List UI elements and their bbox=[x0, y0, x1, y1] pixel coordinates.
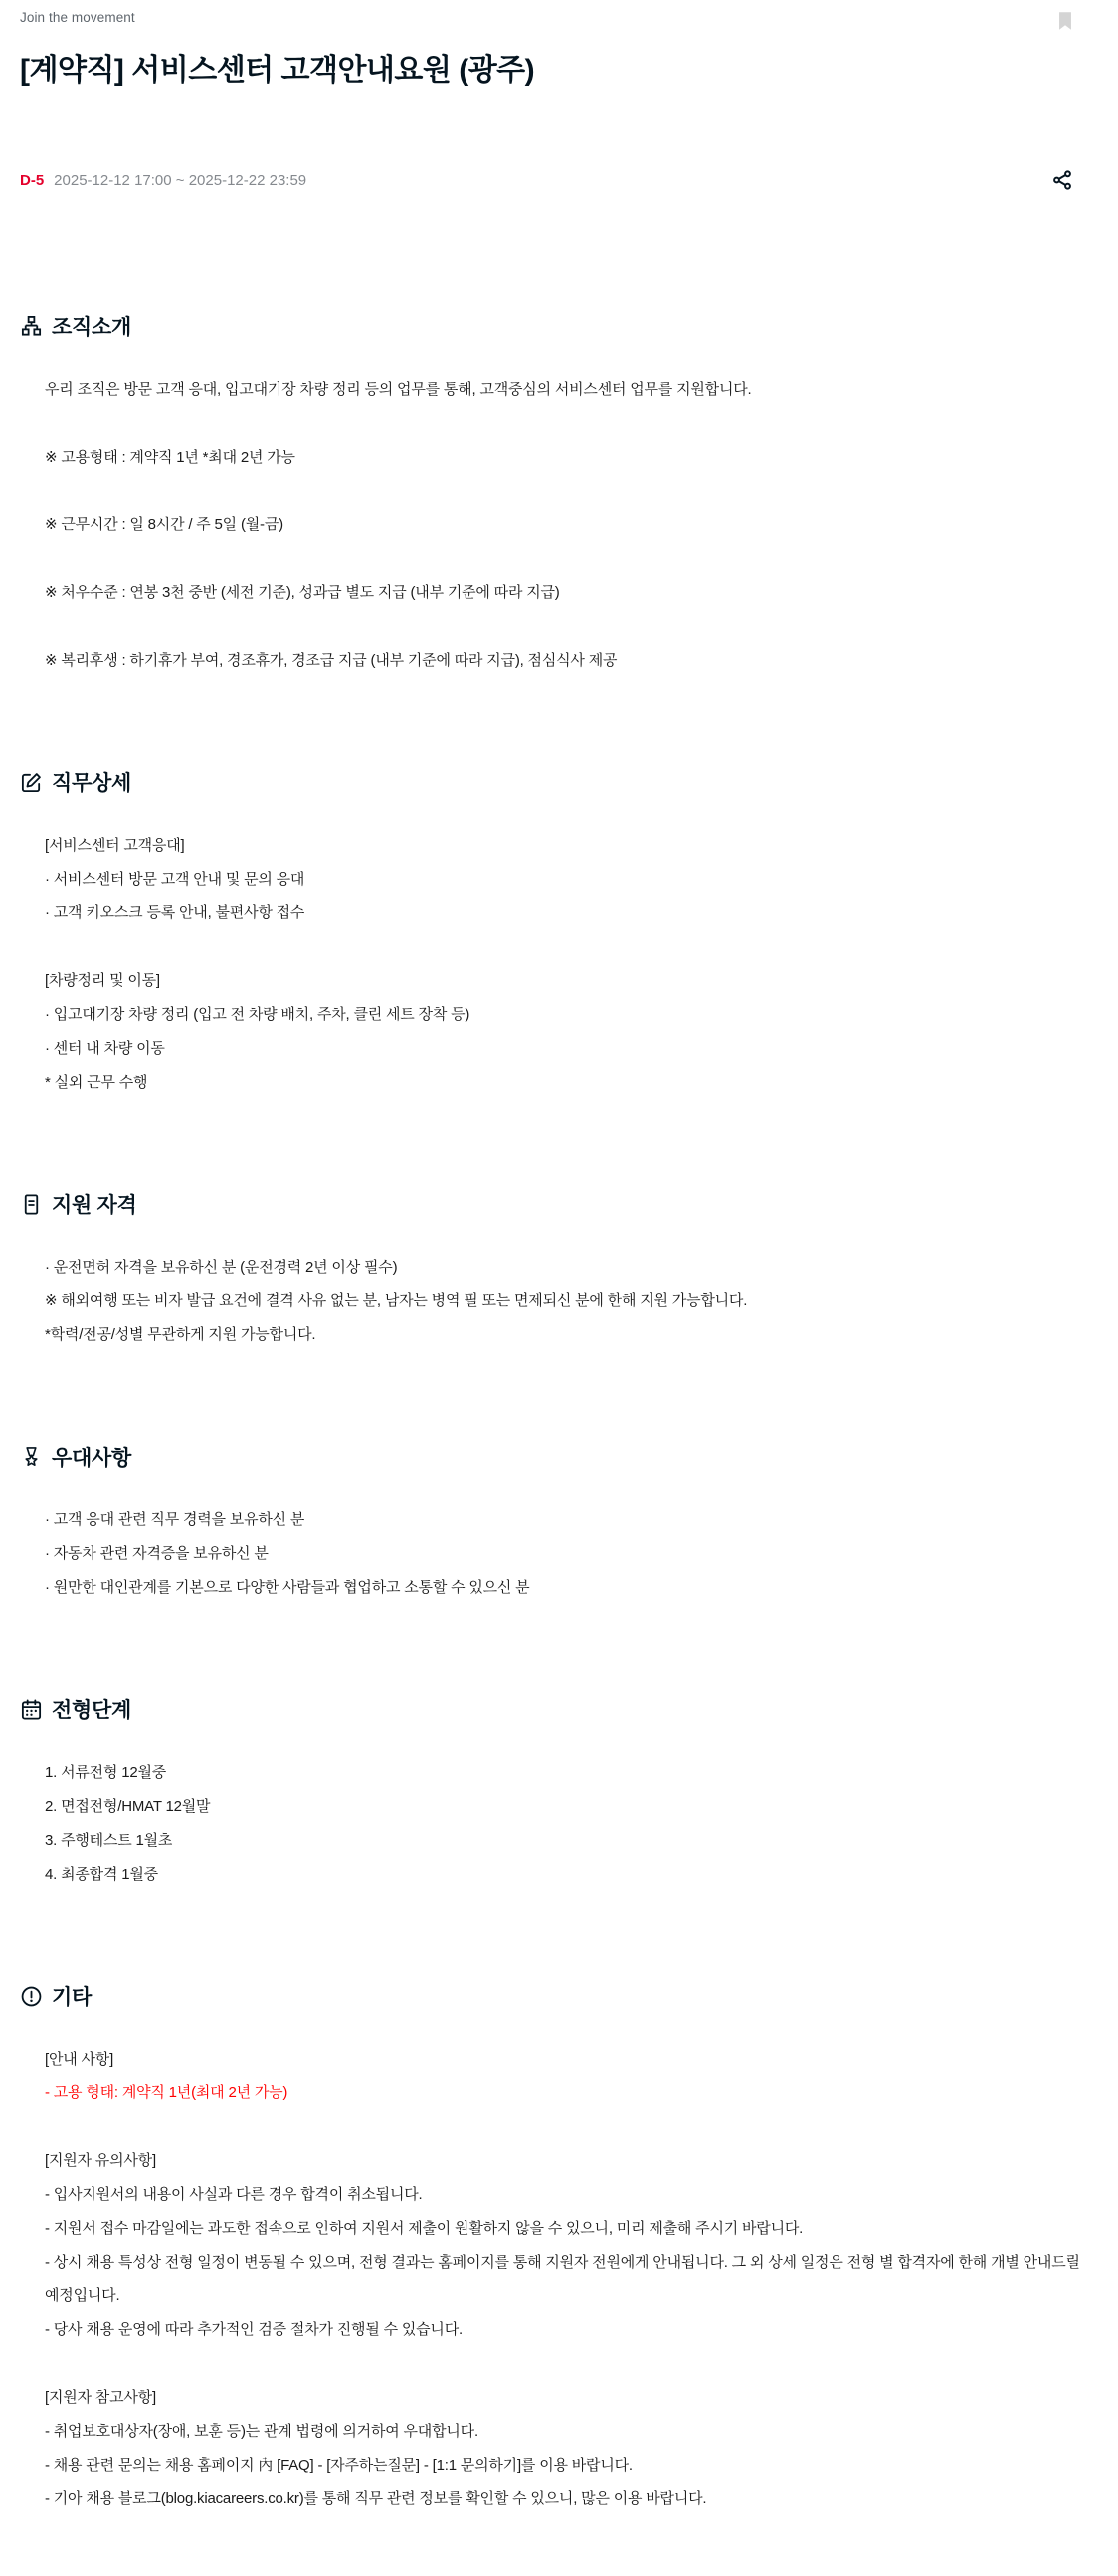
body-line: ※ 복리후생 : 하기휴가 부여, 경조휴가, 경조급 지급 (내부 기준에 따라 지급), 점심식사 제공 bbox=[45, 652, 618, 669]
list-icon bbox=[20, 1193, 43, 1216]
body-line: · 고객 응대 관련 직무 경력을 보유하신 분 bbox=[45, 1511, 305, 1528]
section-body bbox=[45, 1756, 1098, 1891]
body-line: [안내 사항] bbox=[45, 2051, 114, 2068]
body-line: ※ 고용형태 : 계약직 1년 *최대 2년 가능 bbox=[45, 449, 295, 466]
paragraph bbox=[45, 576, 1098, 610]
section-title: 기타 bbox=[52, 1986, 92, 2009]
section-title: 전형단계 bbox=[52, 1699, 131, 1722]
section-title: 조직소개 bbox=[52, 316, 131, 339]
share-button[interactable] bbox=[1050, 168, 1074, 192]
body-line: - 지원서 접수 마감일에는 과도한 접속으로 인하여 지원서 제출이 원활하지 않을 수 있으니, 미리 제출해 주시기 바랍니다. bbox=[45, 2220, 804, 2237]
body-line: [지원자 참고사항] bbox=[45, 2389, 156, 2406]
body-line: ※ 근무시간 : 일 8시간 / 주 5일 (월-금) bbox=[45, 516, 283, 533]
body-line: ※ 해외여행 또는 비자 발급 요건에 결격 사유 없는 분, 남자는 병역 필 또는 면제되신 분에 한해 지원 가능합니다. bbox=[45, 1292, 748, 1309]
section-heading bbox=[20, 1189, 1098, 1219]
meta-row bbox=[20, 168, 1098, 192]
body-line: 4. 최종합격 1월중 bbox=[45, 1866, 158, 1882]
body-line: · 자동차 관련 자격증을 보유하신 분 bbox=[45, 1545, 269, 1562]
section-heading bbox=[20, 311, 1098, 341]
body-line: 우리 조직은 방문 고객 응대, 입고대기장 차량 정리 등의 업무를 통해, 고객중심의 서비스센터 업무를 지원합니다. bbox=[45, 381, 752, 398]
section-heading bbox=[20, 1442, 1098, 1472]
info-icon bbox=[20, 1985, 43, 2008]
paragraph bbox=[45, 373, 1098, 407]
body-line: · 운전면허 자격을 보유하신 분 (운전경력 2년 이상 필수) bbox=[45, 1259, 398, 1276]
body-line: - 기아 채용 블로그(blog.kiacareers.co.kr)를 통해 직무 관련 정보를 확인할 수 있으니, 많은 이용 바랍니다. bbox=[45, 2490, 707, 2507]
page-title: [계약직] 서비스센터 고객안내요원 (광주) bbox=[20, 54, 535, 87]
paragraph bbox=[45, 2144, 1098, 2347]
body-line: - 취업보호대상자(장애, 보훈 등)는 관계 법령에 의거하여 우대합니다. bbox=[45, 2423, 478, 2440]
section-etc bbox=[20, 1981, 1098, 2516]
paragraph bbox=[45, 1503, 1098, 1605]
body-line: · 고객 키오스크 등록 안내, 불편사항 접수 bbox=[45, 904, 305, 921]
body-line: - 당사 채용 운영에 따라 추가적인 검증 절차가 진행될 수 있습니다. bbox=[45, 2321, 463, 2338]
paragraph bbox=[45, 1756, 1098, 1891]
application-period: 2025-12-12 17:00 ~ 2025-12-22 23:59 bbox=[54, 171, 307, 189]
body-line: · 서비스센터 방문 고객 안내 및 문의 응대 bbox=[45, 871, 305, 888]
paragraph bbox=[45, 964, 1098, 1099]
body-line: * 실외 근무 수행 bbox=[45, 1074, 148, 1090]
calendar-icon bbox=[20, 1698, 43, 1721]
section-heading bbox=[20, 767, 1098, 797]
dday-badge: D-5 bbox=[20, 171, 45, 189]
paragraph bbox=[45, 2381, 1098, 2516]
body-line: 1. 서류전형 12월중 bbox=[45, 1764, 167, 1781]
body-line: [지원자 유의사항] bbox=[45, 2152, 156, 2169]
body-line: *학력/전공/성별 무관하게 지원 가능합니다. bbox=[45, 1326, 316, 1343]
body-line: 3. 주행테스트 1월초 bbox=[45, 1832, 173, 1849]
body-line: - 상시 채용 특성상 전형 일정이 변동될 수 있으며, 전형 결과는 홈페이지를 통해 지원자 전원에게 안내됩니다. 그 외 상세 일정은 전형 별 합격자에 한해 개별 안내드릴 예정입니다. bbox=[45, 2254, 1080, 2304]
share-icon bbox=[1050, 168, 1074, 192]
paragraph bbox=[45, 2043, 1098, 2110]
sections bbox=[20, 311, 1098, 2516]
paragraph bbox=[45, 508, 1098, 542]
section-title: 우대사항 bbox=[52, 1447, 131, 1470]
section-preferred bbox=[20, 1442, 1098, 1605]
eyebrow-text: Join the movement bbox=[20, 10, 135, 25]
section-title: 지원 자격 bbox=[52, 1194, 137, 1217]
section-body bbox=[45, 1503, 1098, 1605]
section-title: 직무상세 bbox=[52, 772, 131, 795]
section-org-intro bbox=[20, 311, 1098, 678]
bookmark-button[interactable] bbox=[1054, 10, 1076, 32]
body-line: · 센터 내 차량 이동 bbox=[45, 1040, 165, 1057]
body-line: [서비스센터 고객응대] bbox=[45, 837, 185, 854]
body-line: - 입사지원서의 내용이 사실과 다른 경우 합격이 취소됩니다. bbox=[45, 2186, 423, 2203]
paragraph bbox=[45, 1251, 1098, 1352]
edit-icon bbox=[20, 771, 43, 794]
body-line: 2. 면접전형/HMAT 12월말 bbox=[45, 1798, 211, 1815]
body-line: ※ 처우수준 : 연봉 3천 중반 (세전 기준), 성과급 별도 지급 (내부 기준에 따라 지급) bbox=[45, 584, 560, 601]
section-job-detail bbox=[20, 767, 1098, 1099]
section-body bbox=[45, 829, 1098, 1099]
section-body bbox=[45, 1251, 1098, 1352]
paragraph bbox=[45, 441, 1098, 475]
paragraph bbox=[45, 644, 1098, 678]
body-line: · 원만한 대인관계를 기본으로 다양한 사람들과 협업하고 소통할 수 있으신 분 bbox=[45, 1579, 530, 1596]
section-body bbox=[45, 2043, 1098, 2516]
paragraph bbox=[45, 829, 1098, 930]
section-heading bbox=[20, 1981, 1098, 2011]
section-process bbox=[20, 1694, 1098, 1891]
body-line: [차량정리 및 이동] bbox=[45, 972, 160, 989]
body-line: · 입고대기장 차량 정리 (입고 전 차량 배치, 주차, 클린 세트 장착 등) bbox=[45, 1006, 470, 1023]
award-icon bbox=[20, 1446, 43, 1469]
section-qualification bbox=[20, 1189, 1098, 1352]
section-body bbox=[45, 373, 1098, 678]
org-chart-icon bbox=[20, 315, 43, 338]
body-line: - 고용 형태: 계약직 1년(최대 2년 가능) bbox=[45, 2084, 288, 2101]
body-line: - 채용 관련 문의는 채용 홈페이지 內 [FAQ] - [자주하는질문] - [1:1 문의하기]를 이용 바랍니다. bbox=[45, 2457, 633, 2474]
section-heading bbox=[20, 1694, 1098, 1724]
bookmark-icon bbox=[1054, 10, 1076, 32]
